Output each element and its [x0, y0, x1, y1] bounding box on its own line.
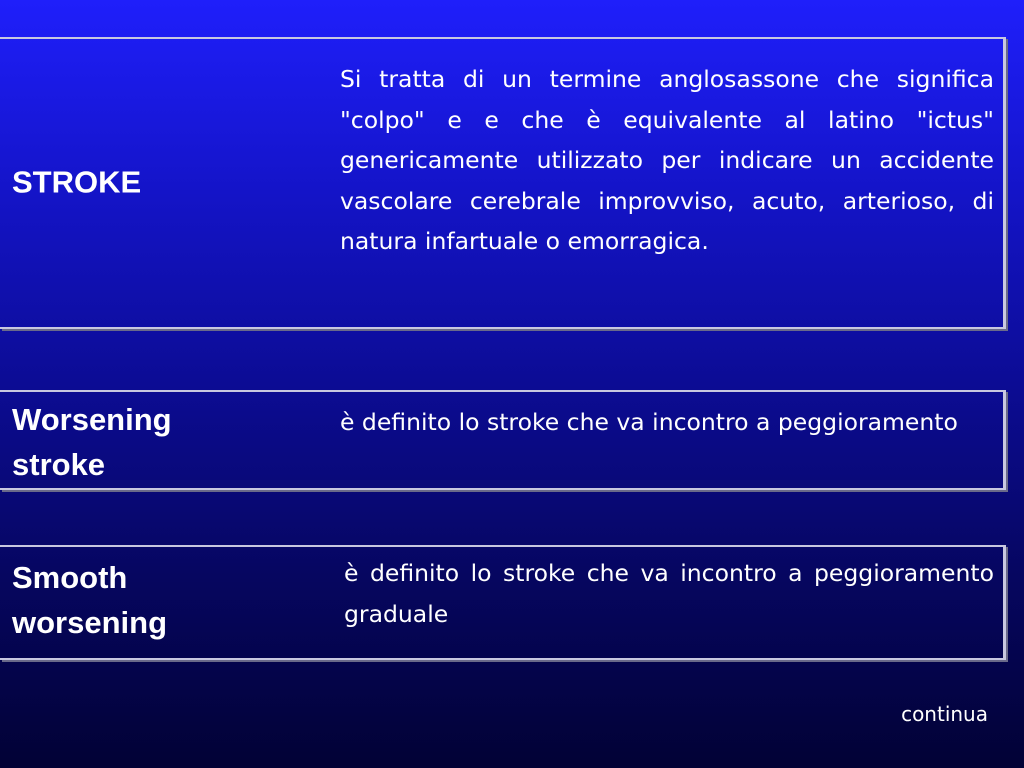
description-smooth-worsening: è definito lo stroke che va incontro a peggioramento graduale — [344, 559, 994, 628]
description-worsening-stroke: è definito lo stroke che va incontro a peggioramento — [340, 408, 958, 436]
definition-smooth-worsening — [0, 545, 1006, 660]
definition-stroke — [0, 37, 1006, 329]
term-stroke: STROKE — [12, 164, 142, 200]
description-stroke: Si tratta di un termine anglosassone che significa "colpo" e e che è equivalente al latino "ictus" genericamente utilizzato per indicare un accidente vascolare cerebrale improvviso, acuto, arterioso, di natura infartuale o emorragica. — [340, 65, 994, 255]
continue-link[interactable]: continua — [901, 702, 988, 726]
term-smooth-worsening: Smooth worsening — [12, 560, 168, 640]
definition-worsening-stroke — [0, 390, 1006, 490]
term-worsening-stroke: Worsening stroke — [12, 402, 172, 482]
